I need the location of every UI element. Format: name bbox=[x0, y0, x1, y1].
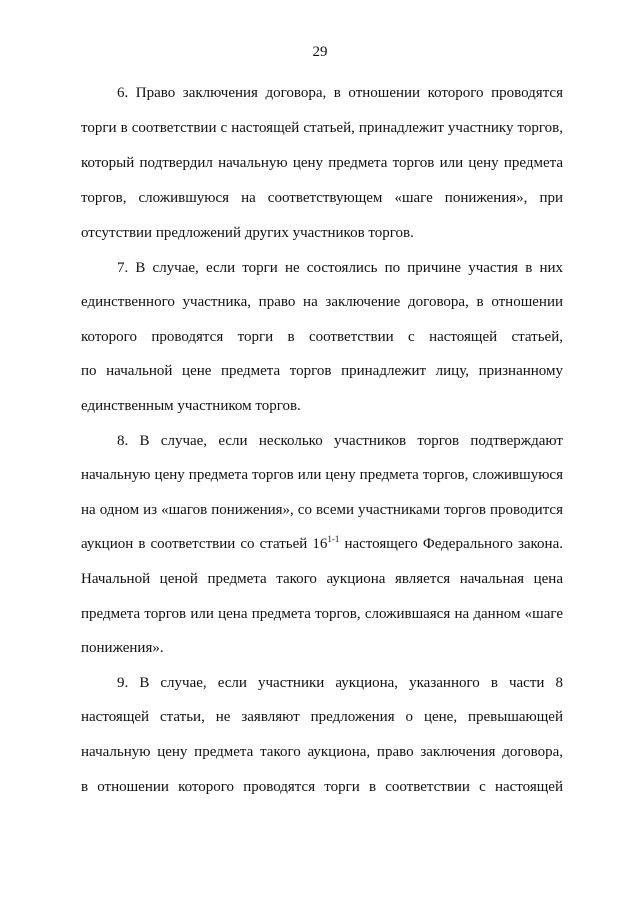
paragraph-6-line: торгов, сложившуюся на соответствующем «шаге понижения», при bbox=[81, 190, 563, 206]
paragraph-8-line bbox=[81, 534, 563, 554]
paragraph-8-line: на одном из «шагов понижения», со всеми участниками торгов проводится bbox=[81, 502, 563, 518]
paragraph-8-line: Начальной ценой предмета такого аукциона является начальная цена bbox=[81, 571, 563, 587]
paragraph-7-line: которого проводятся торги в соответствии с настоящей статьей, bbox=[81, 329, 563, 345]
page-number: 29 bbox=[312, 44, 328, 60]
paragraph-9-line: в отношении которого проводятся торги в соответствии с настоящей bbox=[81, 779, 563, 795]
paragraph-8-line: начальную цену предмета торгов или цену предмета торгов, сложившуюся bbox=[81, 467, 563, 483]
paragraph-6-line: отсутствии предложений других участников торгов. bbox=[81, 225, 414, 241]
paragraph-7-line: единственным участником торгов. bbox=[81, 398, 301, 414]
paragraph-9-line: начальную цену предмета такого аукциона, право заключения договора, bbox=[81, 744, 563, 760]
paragraph-9-line: настоящей статьи, не заявляют предложения о цене, превышающей bbox=[81, 709, 563, 725]
law-reference-text: аукцион в соответствии со статьей 16 bbox=[81, 536, 328, 552]
paragraph-8-line: понижения». bbox=[81, 640, 164, 656]
paragraph-7-line: по начальной цене предмета торгов принадлежит лицу, признанному bbox=[81, 363, 563, 379]
paragraph-6-line: торги в соответствии с настоящей статьей, принадлежит участнику торгов, bbox=[81, 120, 563, 136]
paragraph-7-line: единственного участника, право на заключение договора, в отношении bbox=[81, 294, 563, 310]
paragraph-8-line: 8. В случае, если несколько участников торгов подтверждают bbox=[117, 433, 563, 449]
paragraph-7-line: 7. В случае, если торги не состоялись по причине участия в них bbox=[117, 260, 563, 276]
paragraph-6-line: 6. Право заключения договора, в отношении которого проводятся bbox=[117, 85, 563, 101]
article-superscript: 1-1 bbox=[327, 534, 340, 544]
paragraph-8-line: предмета торгов или цена предмета торгов, сложившаяся на данном «шаге bbox=[81, 606, 563, 622]
paragraph-9-line: 9. В случае, если участники аукциона, указанного в части 8 bbox=[117, 675, 563, 691]
paragraph-6-line: который подтвердил начальную цену предмета торгов или цену предмета bbox=[81, 155, 563, 171]
law-reference-tail: настоящего Федерального закона. bbox=[339, 536, 563, 552]
